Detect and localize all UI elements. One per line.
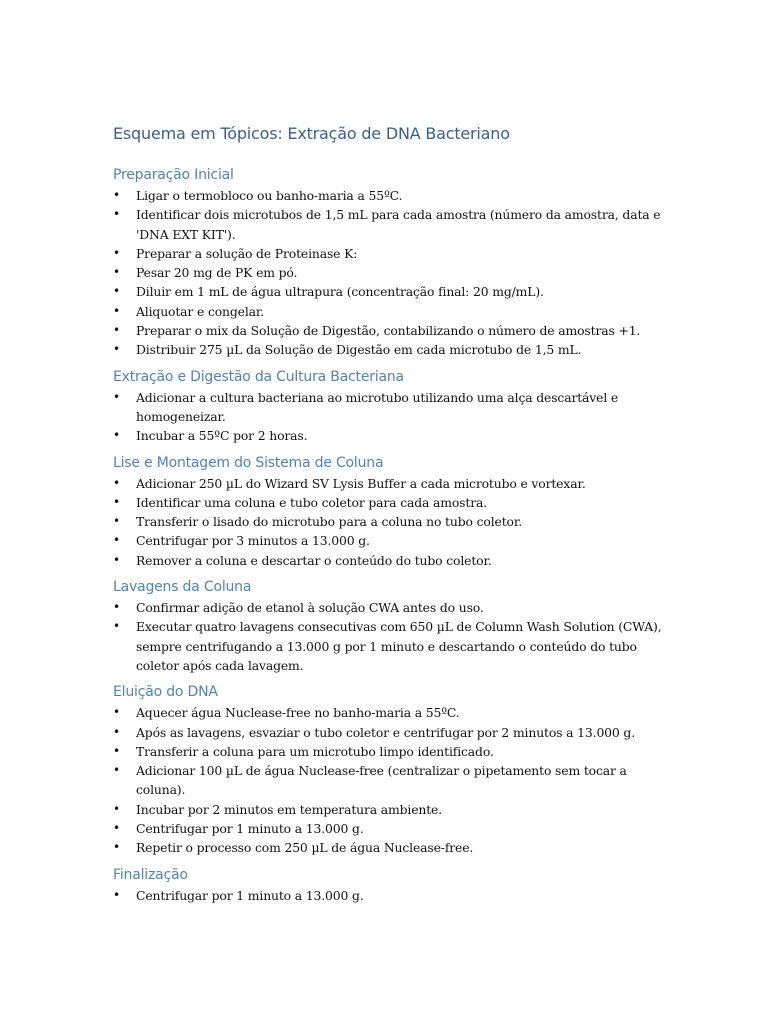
list-item xyxy=(113,886,673,905)
list-item-text: Remover a coluna e descartar o conteúdo do tubo coletor. xyxy=(136,552,492,568)
list-item xyxy=(113,598,673,617)
list-item xyxy=(113,282,673,301)
list-item-text: Aquecer água Nuclease-free no banho-maria a 55ºC. xyxy=(136,705,460,721)
list-item-text: Centrifugar por 1 minuto a 13.000 g. xyxy=(136,887,364,903)
list-item xyxy=(113,819,673,838)
bullet-dot-icon: • xyxy=(113,801,120,816)
list-item-text: Centrifugar por 1 minuto a 13.000 g. xyxy=(136,821,364,837)
bullet-dot-icon: • xyxy=(113,389,120,404)
bullet-dot-icon: • xyxy=(113,265,120,280)
list-item-text: Ligar o termobloco ou banho-maria a 55ºC. xyxy=(136,188,403,203)
bullet-dot-icon: • xyxy=(113,475,120,490)
list-item xyxy=(113,512,673,531)
section-heading: Lavagens da Coluna xyxy=(113,579,252,596)
bullet-dot-icon: • xyxy=(113,245,120,260)
list-item xyxy=(113,340,673,359)
list-item-text: Identificar uma coluna e tubo coletor para cada amostra. xyxy=(136,494,488,510)
bullet-dot-icon: • xyxy=(113,724,120,739)
list-item-text: Pesar 20 mg de PK em pó. xyxy=(136,265,298,281)
bullet-dot-icon: • xyxy=(113,188,120,202)
list-item xyxy=(113,321,673,340)
section-preparacao-inicial xyxy=(113,164,673,360)
bullet-dot-icon: • xyxy=(113,705,120,720)
section-heading: Preparação Inicial xyxy=(113,167,234,183)
bullet-dot-icon: • xyxy=(113,533,120,548)
list-item xyxy=(113,493,673,512)
list-item xyxy=(113,474,673,493)
list-item xyxy=(113,800,673,819)
list-item-text: Transferir a coluna para um microtubo limpo identificado. xyxy=(136,743,494,759)
bullet-list xyxy=(113,703,673,857)
list-item-text: Incubar a 55ºC por 2 horas. xyxy=(136,428,308,444)
list-item-text: Centrifugar por 3 minutos a 13.000 g. xyxy=(136,533,370,549)
bullet-dot-icon: • xyxy=(113,763,120,778)
bullet-list xyxy=(113,474,673,570)
list-item-text: Identificar dois microtubos de 1,5 mL para cada amostra (número da amostra, data e 'DNA EXT KIT'). xyxy=(136,207,661,242)
section-eluicao-dna xyxy=(113,681,673,857)
bullet-dot-icon: • xyxy=(113,619,120,634)
bullet-dot-icon: • xyxy=(113,323,120,338)
list-item xyxy=(113,761,673,800)
list-item xyxy=(113,617,673,675)
bullet-dot-icon: • xyxy=(113,514,120,529)
bullet-dot-icon: • xyxy=(113,207,120,222)
bullet-dot-icon: • xyxy=(113,743,120,758)
bullet-dot-icon: • xyxy=(113,342,120,357)
list-item xyxy=(113,723,673,742)
section-lise-montagem xyxy=(113,452,673,570)
list-item-text: Aliquotar e congelar. xyxy=(136,303,265,319)
bullet-list xyxy=(113,598,673,675)
list-item-text: Executar quatro lavagens consecutivas com 650 µL de Column Wash Solution (CWA), sempre centrifugando a 13.000 g por 1 minuto e descartando o conteúdo do tubo coletor após cada lavagem. xyxy=(136,619,662,673)
list-item xyxy=(113,426,673,445)
list-item-text: Incubar por 2 minutos em temperatura ambiente. xyxy=(136,801,443,817)
bullet-dot-icon: • xyxy=(113,887,120,902)
list-item xyxy=(113,244,673,263)
bullet-list xyxy=(113,186,673,360)
bullet-dot-icon: • xyxy=(113,428,120,443)
list-item-text: Distribuir 275 µL da Solução de Digestão em cada microtubo de 1,5 mL. xyxy=(136,342,582,358)
list-item xyxy=(113,838,673,857)
list-item-text: Após as lavagens, esvaziar o tubo coletor e centrifugar por 2 minutos a 13.000 g. xyxy=(136,724,636,740)
list-item xyxy=(113,551,673,570)
list-item xyxy=(113,302,673,321)
list-item xyxy=(113,186,673,205)
list-item-text: Preparar o mix da Solução de Digestão, contabilizando o número de amostras +1. xyxy=(136,323,641,339)
bullet-list xyxy=(113,388,673,446)
list-item-text: Confirmar adição de etanol à solução CWA antes do uso. xyxy=(136,600,484,616)
bullet-dot-icon: • xyxy=(113,821,120,836)
document-title: Esquema em Tópicos: Extração de DNA Bacteriano xyxy=(113,124,510,143)
list-item xyxy=(113,531,673,550)
bullet-dot-icon: • xyxy=(113,284,120,299)
list-item-text: Repetir o processo com 250 µL de água Nuclease-free. xyxy=(136,840,474,856)
section-heading: Lise e Montagem do Sistema de Coluna xyxy=(113,454,384,471)
section-lavagens-coluna xyxy=(113,576,673,675)
list-item-text: Preparar a solução de Proteinase K: xyxy=(136,245,358,261)
list-item-text: Adicionar 250 µL do Wizard SV Lysis Buffer a cada microtubo e vortexar. xyxy=(136,475,586,491)
list-item xyxy=(113,742,673,761)
document-page xyxy=(113,120,673,911)
list-item-text: Adicionar 100 µL de água Nuclease-free (centralizar o pipetamento sem tocar a coluna). xyxy=(136,763,627,798)
list-item xyxy=(113,703,673,722)
list-item-text: Transferir o lisado do microtubo para a coluna no tubo coletor. xyxy=(136,514,523,530)
bullet-dot-icon: • xyxy=(113,600,120,615)
bullet-dot-icon: • xyxy=(113,552,120,567)
section-heading: Extração e Digestão da Cultura Bacteriana xyxy=(113,368,404,385)
list-item-text: Diluir em 1 mL de água ultrapura (concentração final: 20 mg/mL). xyxy=(136,284,544,300)
section-heading: Finalização xyxy=(113,866,188,883)
bullet-list xyxy=(113,886,673,905)
section-extracao-digestao xyxy=(113,366,673,446)
list-item xyxy=(113,263,673,282)
bullet-dot-icon: • xyxy=(113,840,120,855)
list-item-text: Adicionar a cultura bacteriana ao microtubo utilizando uma alça descartável e homogeneizar. xyxy=(136,389,619,424)
section-finalizacao xyxy=(113,864,673,905)
bullet-dot-icon: • xyxy=(113,303,120,318)
list-item xyxy=(113,388,673,427)
list-item xyxy=(113,205,673,244)
section-heading: Eluição do DNA xyxy=(113,684,218,701)
bullet-dot-icon: • xyxy=(113,494,120,509)
